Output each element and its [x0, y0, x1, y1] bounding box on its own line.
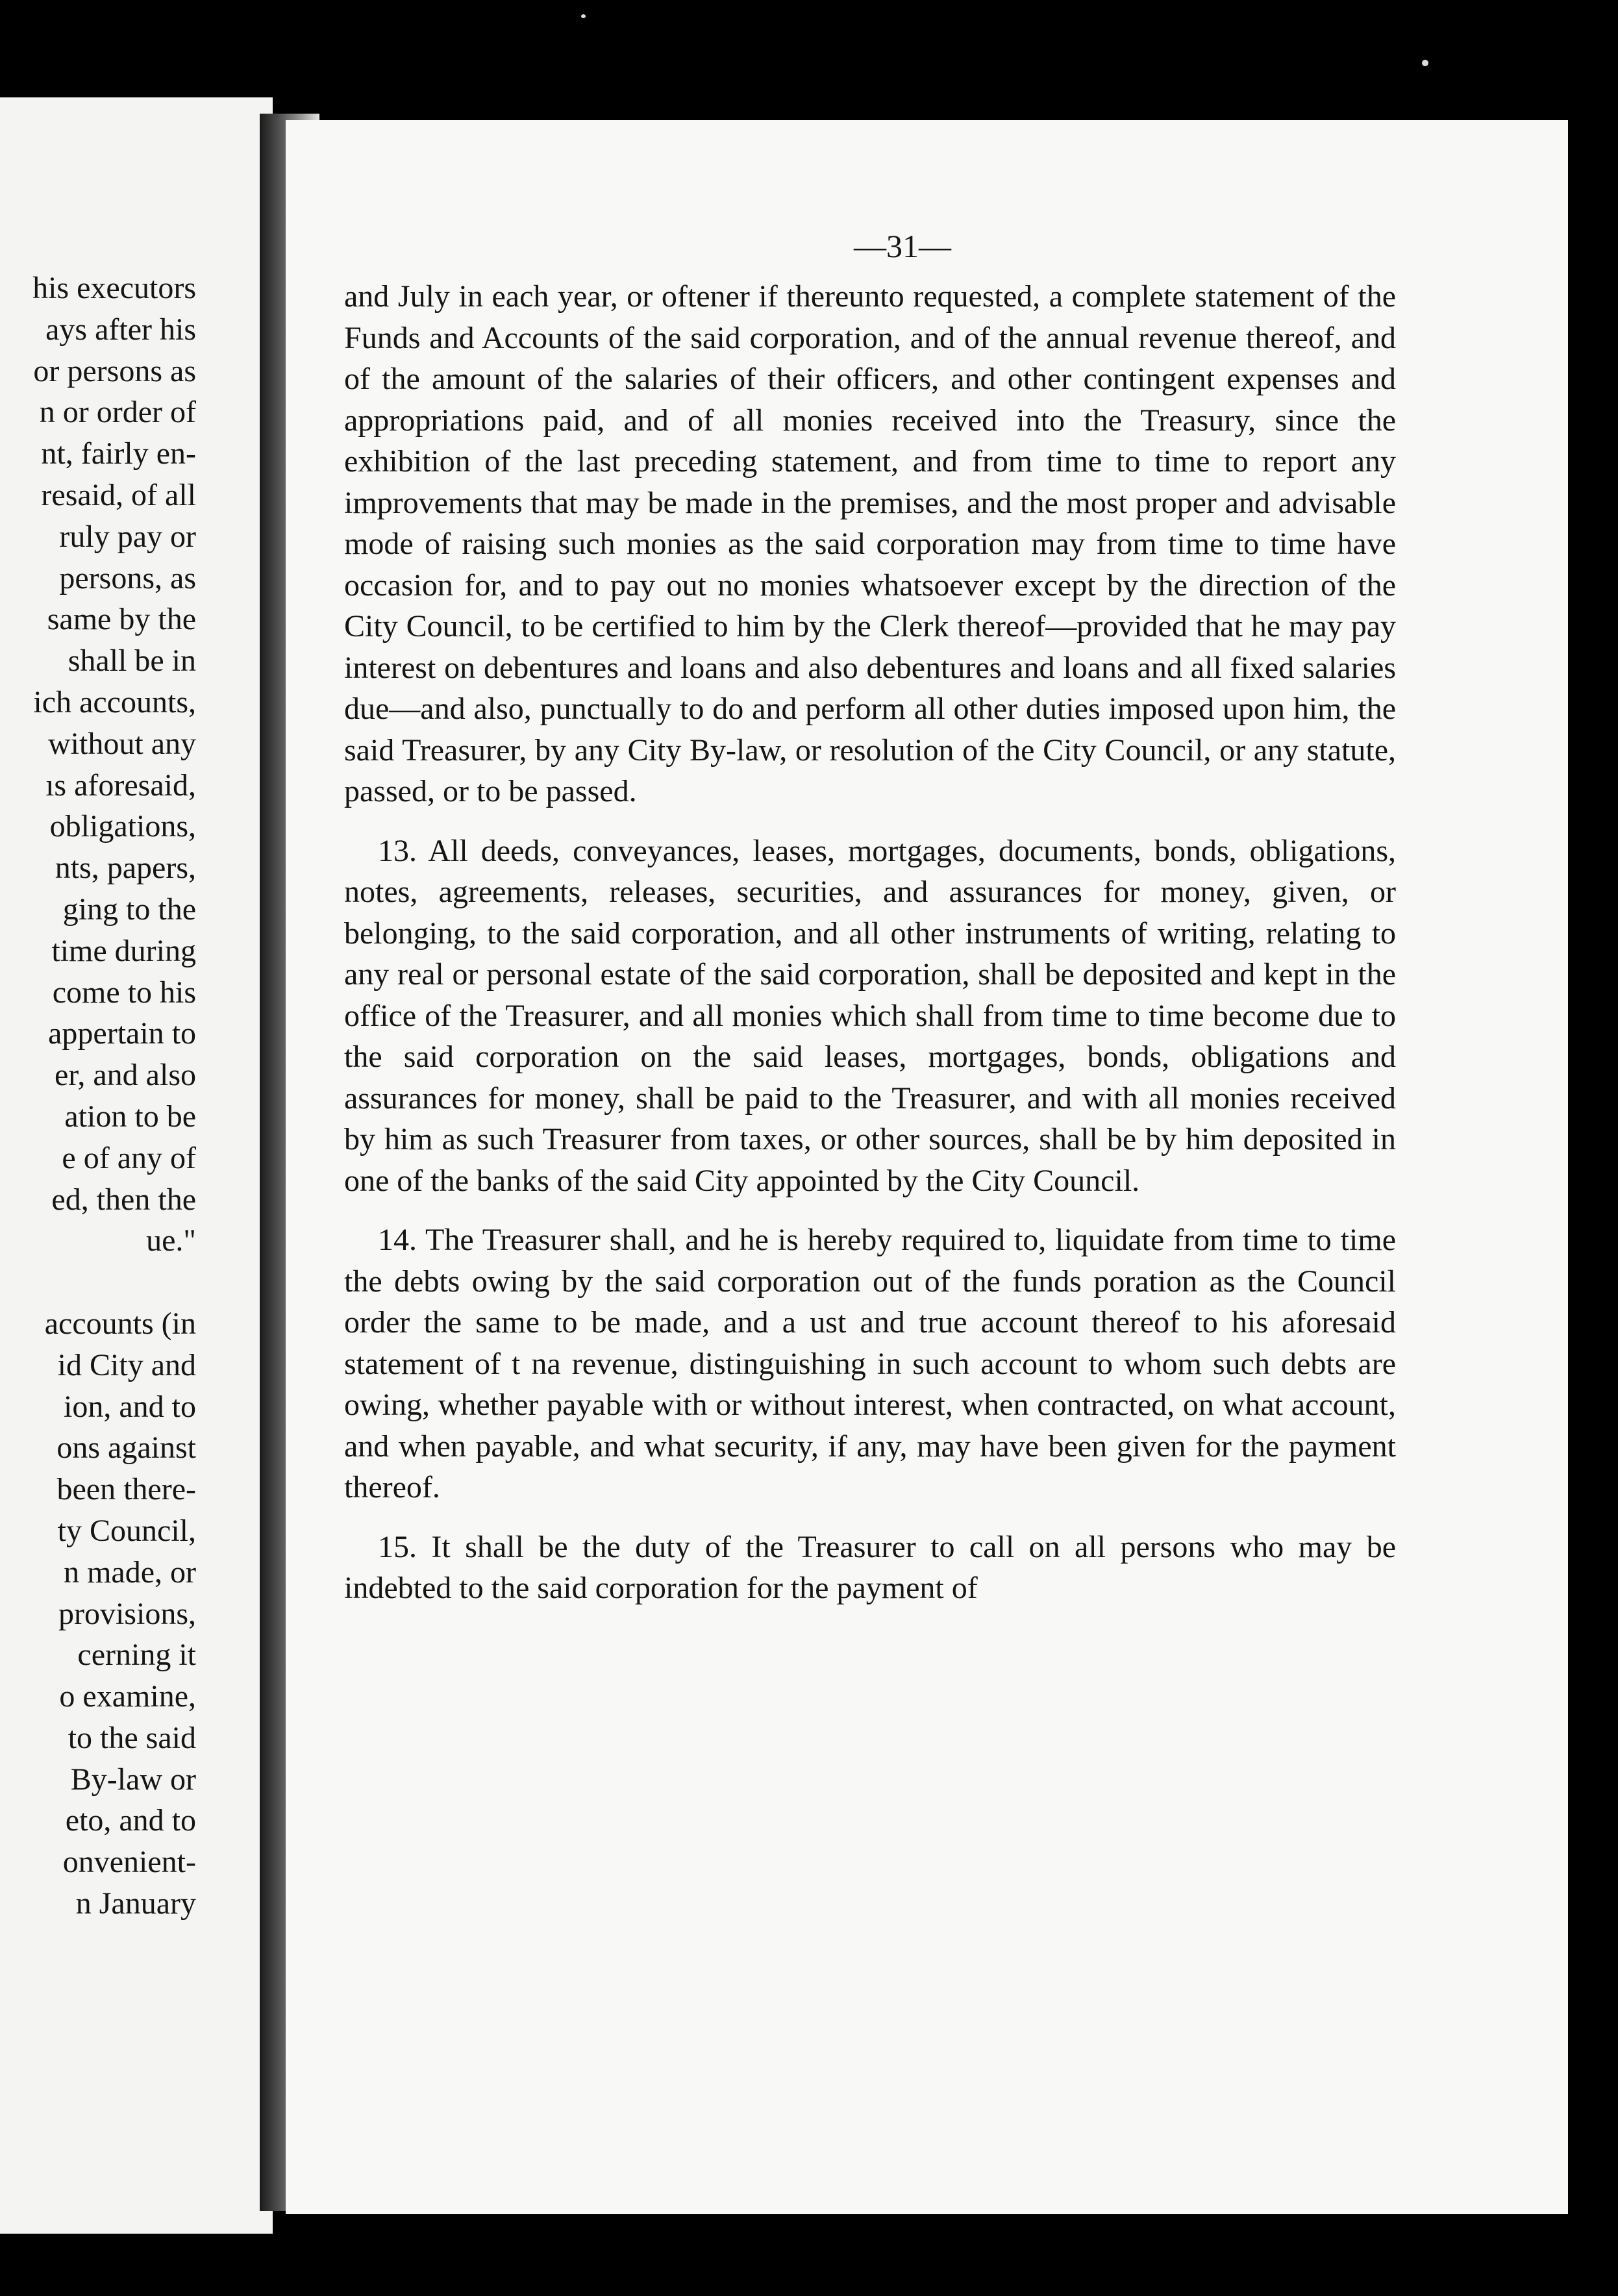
left-line: By-law or: [70, 1762, 196, 1797]
left-line: eto, and to: [65, 1803, 196, 1838]
paragraph-section-14: 14. The Treasurer shall, and he is hereby required to, liquidate from time to time the debts owing by the said corporation out of the funds poration as the Council order the same to be made, and a ust and true account thereof to his aforesaid statement of t na revenue, distinguishing in such account to whom such debts are owing, whether payable with or without interest, when contracted, on what account, and when payable, and what security, if any, may have been given for the payment thereof.: [344, 1223, 1396, 1504]
previous-page-text: [32, 268, 196, 1925]
left-line: id City and: [57, 1347, 196, 1382]
left-line: accounts (in: [44, 1306, 196, 1341]
left-line: same by the: [47, 602, 196, 637]
paragraph-continued: and July in each year, or oftener if thereunto requested, a complete statement of the Funds and Accounts of the said corporation, and of the annual revenue thereof, and of the amount of the salaries of their officers, and other contingent expenses and appropriations paid, and of all monies received into the Treasury, since the exhibition of the last preceding statement, and from time to time to report any improvements that may be made in the premises, and the most proper and advisable mode of raising such monies as the said corporation may from time to time have occasion for, and to pay out no monies whatsoever except by the direction of the City Council, to be certified to him by the Clerk thereof—provided that he may pay interest on debentures and loans and also debentures and loans and all fixed salaries due—and also, punctually to do and perform all other duties imposed upon him, the said Treasurer, by any City By-law, or resolution of the City Council, or any statute, passed, or to be passed.: [344, 279, 1396, 808]
left-line: o examine,: [59, 1679, 196, 1714]
left-line: appertain to: [48, 1016, 196, 1051]
left-line: resaid, of all: [41, 477, 196, 512]
left-line: ıs aforesaid,: [45, 767, 196, 803]
left-line: ging to the: [62, 892, 196, 927]
left-line: n made, or: [64, 1554, 196, 1590]
left-line: shall be in: [68, 643, 196, 679]
page-body: [344, 276, 1396, 1627]
left-line: n or order of: [39, 395, 196, 430]
left-line: ty Council,: [57, 1513, 196, 1548]
left-line: obligations,: [49, 809, 196, 844]
previous-page-fragment: [0, 97, 273, 2234]
left-line: come to his: [52, 975, 196, 1010]
left-line: his executors: [32, 271, 196, 305]
left-line: ation to be: [64, 1099, 196, 1134]
paragraph-section-13: 13. All deeds, conveyances, leases, mortgages, documents, bonds, obligations, notes, agreements, releases, securities, and assurances for money, given, or belonging, to the said corporation, and all other instruments of writing, relating to any real or personal estate of the said corporation, shall be deposited and kept in the office of the Treasurer, and all monies which shall from time to time become due to the said corporation on the said leases, mortgages, bonds, obligations and assurances for money, shall be paid to the Treasurer, and with all monies received by him as such Treasurer from taxes, or other sources, shall be by him deposited in one of the banks of the said City appointed by the City Council.: [344, 833, 1396, 1198]
page-number: —31—: [854, 228, 951, 264]
left-line: onvenient-: [62, 1845, 196, 1880]
left-line: ion, and to: [64, 1389, 196, 1424]
left-line: ich accounts,: [33, 684, 196, 719]
left-line: been there-: [56, 1472, 196, 1507]
left-line: cerning it: [77, 1638, 196, 1673]
left-line: e of any of: [62, 1140, 196, 1175]
left-line: provisions,: [58, 1596, 196, 1631]
left-line: persons, as: [59, 560, 196, 595]
left-line: or persons as: [33, 353, 196, 388]
left-line: n January: [75, 1886, 196, 1921]
dust-speck: [1422, 60, 1428, 66]
dust-speck: [581, 14, 586, 18]
left-line: ruly pay or: [59, 519, 196, 554]
left-line: nts, papers,: [55, 851, 196, 886]
paragraph-section-15: 15. It shall be the duty of the Treasurer to call on all persons who may be indebted to the said corporation for the payment of: [344, 1529, 1396, 1605]
left-line: nt, fairly en-: [41, 436, 196, 471]
left-line: time during: [51, 933, 196, 968]
left-line: to the said: [68, 1720, 196, 1755]
left-line: ue.": [146, 1223, 196, 1258]
left-line: ons against: [56, 1430, 196, 1466]
left-line: without any: [48, 726, 196, 761]
left-line: er, and also: [55, 1058, 196, 1093]
current-page: [286, 120, 1568, 2214]
left-line: ays after his: [45, 312, 196, 347]
paragraph-gap: [32, 1262, 196, 1303]
left-line: ed, then the: [51, 1182, 196, 1217]
